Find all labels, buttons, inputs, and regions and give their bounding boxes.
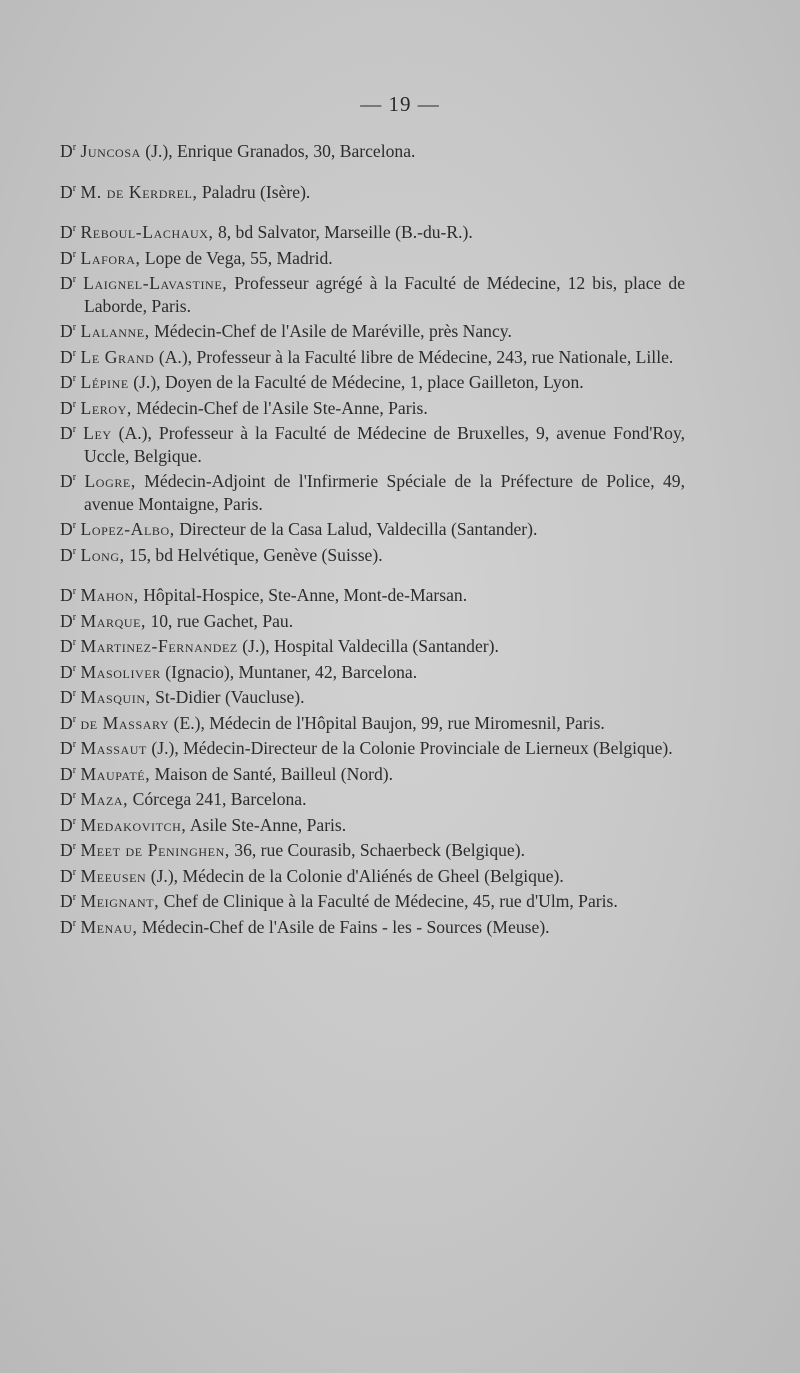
entry-name: Le Grand (80, 346, 155, 367)
directory-entry: $D^r$ Medakovitch, Asile Ste-Anne, Paris. (60, 814, 347, 835)
entry-name: Maupaté, (80, 763, 151, 784)
entry-name: Lopez-Albo, (80, 519, 175, 539)
entry-details: 36, rue Courasib, Schaerbeck (Belgique). (234, 840, 525, 860)
entry-details: Médecin-Chef de l'Asile de Fains - les - Sources (Meuse). (141, 916, 550, 937)
entry-name: Meet de Peninghen, (80, 840, 230, 860)
directory-entry: $D^r$ Maza, Córcega 241, Barcelona. (60, 789, 307, 809)
directory-entry: $D^r$ Masoliver (Ignacio), Muntaner, 42, Barcelona. (60, 661, 418, 682)
directory-entry: $D^r$ Logre, Médecin-Adjoint de l'Infirmerie Spéciale de la Préfecture de Police, 49, avenue Montaigne, Paris. (60, 471, 685, 514)
entry-name: M. de Kerdrel, (80, 181, 198, 202)
entry-details: (A.), Professeur à la Faculté de Médecine de Bruxelles, 9, avenue Fond'Roy, Uccle, Belgique. (84, 423, 685, 466)
entry-details: Córcega 241, Barcelona. (132, 789, 307, 809)
entry-details: 10, rue Gachet, Pau. (150, 610, 294, 631)
entry-details: Directeur de la Casa Lalud, Valdecilla (Santander). (179, 519, 538, 539)
entry-details: (J.), Enrique Granados, 30, Barcelona. (145, 141, 416, 161)
directory-list (60, 140, 685, 941)
entry-details: 8, bd Salvator, Marseille (B.-du-R.). (217, 222, 473, 242)
entry-name: Lafora, (80, 247, 141, 268)
entry-name: Laignel-Lavastine, (83, 273, 228, 293)
entry-details: Paladru (Isère). (201, 181, 311, 202)
entry-name: Masoliver (80, 661, 161, 682)
directory-entry: $D^r$ Lalanne, Médecin-Chef de l'Asile de Maréville, près Nancy. (60, 321, 512, 341)
directory-entry: $D^r$ Massaut (J.), Médecin-Directeur de la Colonie Provinciale de Lierneux (Belgique). (60, 738, 673, 758)
entry-details: (J.), Médecin-Directeur de la Colonie Provinciale de Lierneux (Belgique). (151, 738, 673, 758)
entry-details: 15, bd Helvétique, Genève (Suisse). (129, 544, 383, 565)
entry-name: Long, (80, 544, 125, 565)
directory-entry: $D^r$ Marque, 10, rue Gachet, Pau. (60, 610, 294, 631)
entry-details: Chef de Clinique à la Faculté de Médecine, 45, rue d'Ulm, Paris. (163, 891, 618, 911)
entry-details: Professeur agrégé à la Faculté de Médecine, 12 bis, place de Laborde, Paris. (84, 273, 686, 316)
entry-details: (E.), Médecin de l'Hôpital Baujon, 99, rue Miromesnil, Paris. (173, 712, 605, 733)
directory-entry: $D^r$ Long, 15, bd Helvétique, Genève (Suisse). (60, 544, 383, 565)
entry-name: Martinez-Fernandez (80, 636, 238, 656)
entry-name: Lalanne, (80, 321, 150, 341)
entry-details: Maison de Santé, Bailleul (Nord). (154, 763, 394, 784)
directory-entry: $D^r$ Laignel-Lavastine, Professeur agrégé à la Faculté de Médecine, 12 bis, place de Laborde, Paris. (60, 273, 686, 316)
entry-details: (J.), Hospital Valdecilla (Santander). (242, 636, 499, 656)
directory-entry: $D^r$ Meignant, Chef de Clinique à la Faculté de Médecine, 45, rue d'Ulm, Paris. (60, 891, 618, 911)
entry-name: Juncosa (80, 141, 141, 161)
entry-details: Hôpital-Hospice, Ste-Anne, Mont-de-Marsan. (143, 585, 468, 605)
entry-details: Lope de Vega, 55, Madrid. (144, 247, 333, 268)
directory-entry: $D^r$ Mahon, Hôpital-Hospice, Ste-Anne, Mont-de-Marsan. (60, 585, 468, 605)
page-number: — 19 — (360, 92, 440, 116)
directory-entry: $D^r$ Ley (A.), Professeur à la Faculté de Médecine de Bruxelles, 9, avenue Fond'Roy, Uccle, Belgique. (60, 423, 685, 466)
directory-entry: $D^r$ Maupaté, Maison de Santé, Bailleul (Nord). (60, 763, 394, 784)
directory-entry: $D^r$ Masquin, St-Didier (Vaucluse). (60, 687, 305, 707)
entry-details: St-Didier (Vaucluse). (155, 687, 305, 707)
entry-name: Meeusen (80, 865, 147, 886)
entry-name: Medakovitch, (80, 814, 187, 835)
directory-entry: $D^r$ Juncosa (J.), Enrique Granados, 30, Barcelona. (60, 141, 416, 161)
entry-name: Marque, (80, 610, 147, 631)
directory-entry: $D^r$ Meet de Peninghen, 36, rue Courasib, Schaerbeck (Belgique). (60, 840, 525, 860)
directory-entry: $D^r$ M. de Kerdrel, Paladru (Isère). (60, 181, 311, 202)
entry-name: Reboul-Lachaux, (80, 222, 214, 242)
entry-name: Maza, (80, 789, 129, 809)
directory-entry: $D^r$ Martinez-Fernandez (J.), Hospital Valdecilla (Santander). (60, 636, 499, 656)
entry-name: Leroy, (80, 397, 132, 418)
directory-entry: $D^r$ Lafora, Lope de Vega, 55, Madrid. (60, 247, 333, 268)
directory-entry: $D^r$ Reboul-Lachaux, 8, bd Salvator, Marseille (B.-du-R.). (60, 222, 473, 242)
entry-details: (J.), Médecin de la Colonie d'Aliénés de Gheel (Belgique). (150, 865, 564, 886)
entry-details: Médecin-Adjoint de l'Infirmerie Spéciale de la Préfecture de Police, 49, avenue Montaigne, Paris. (84, 471, 685, 514)
entry-name: Menau, (80, 916, 138, 937)
entry-name: Logre, (84, 471, 136, 491)
directory-entry: $D^r$ Le Grand (A.), Professeur à la Faculté libre de Médecine, 243, rue Nationale, Lille. (60, 346, 674, 367)
directory-entry: $D^r$ Lépine (J.), Doyen de la Faculté de Médecine, 1, place Gailleton, Lyon. (60, 372, 584, 392)
entry-details: Asile Ste-Anne, Paris. (189, 814, 347, 835)
entry-details: (Ignacio), Muntaner, 42, Barcelona. (165, 661, 418, 682)
directory-entry: $D^r$ de Massary (E.), Médecin de l'Hôpital Baujon, 99, rue Miromesnil, Paris. (60, 712, 605, 733)
entry-details: Médecin-Chef de l'Asile de Maréville, près Nancy. (154, 321, 512, 341)
entry-name: de Massary (80, 712, 170, 733)
directory-entry: $D^r$ Leroy, Médecin-Chef de l'Asile Ste-Anne, Paris. (60, 397, 428, 418)
entry-name: Lépine (80, 372, 129, 392)
entry-name: Ley (83, 423, 112, 443)
entry-details: Médecin-Chef de l'Asile Ste-Anne, Paris. (136, 397, 428, 418)
entry-name: Masquin, (80, 687, 151, 707)
entry-name: Meignant, (80, 891, 160, 911)
entry-details: (A.), Professeur à la Faculté libre de Médecine, 243, rue Nationale, Lille. (158, 346, 674, 367)
entry-details: (J.), Doyen de la Faculté de Médecine, 1, place Gailleton, Lyon. (133, 372, 584, 392)
entry-name: Massaut (80, 738, 147, 758)
entry-name: Mahon, (80, 585, 139, 605)
directory-entry: $D^r$ Menau, Médecin-Chef de l'Asile de Fains - les - Sources (Meuse). (60, 916, 550, 937)
directory-entry: $D^r$ Meeusen (J.), Médecin de la Colonie d'Aliénés de Gheel (Belgique). (60, 865, 564, 886)
directory-entry: $D^r$ Lopez-Albo, Directeur de la Casa Lalud, Valdecilla (Santander). (60, 519, 538, 539)
